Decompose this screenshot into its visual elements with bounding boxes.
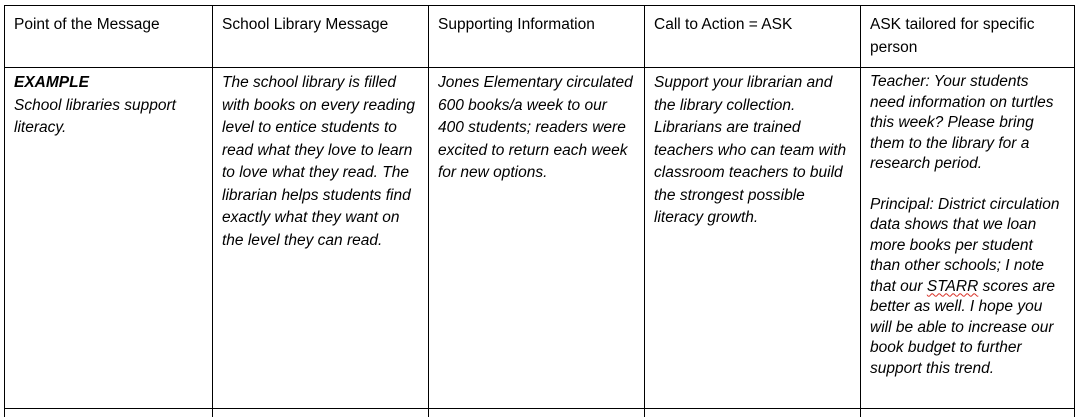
empty-cell[interactable] [213, 409, 429, 417]
example-point-text: School libraries support literacy. [14, 96, 176, 136]
empty-cell[interactable] [5, 409, 213, 417]
cell-ask-tailored[interactable] [861, 68, 1075, 409]
example-title: EXAMPLE [14, 74, 89, 91]
cell-supporting[interactable] [429, 68, 645, 409]
empty-cell[interactable] [861, 409, 1075, 417]
ask-principal-text-end: scores are better as well. I hope you will be able to increase our book budget to further support this trend. [870, 277, 1055, 377]
cell-message[interactable] [213, 68, 429, 409]
empty-cell[interactable] [645, 409, 861, 417]
header-call-to-action[interactable]: Call to Action = ASK [645, 6, 861, 68]
example-call-to-action-text: Support your librarian and the library collection. Librarians are trained teachers who can team with classroom teachers to build the strongest possible literacy growth. [654, 74, 847, 226]
header-school-library-message[interactable]: School Library Message [213, 6, 429, 68]
header-ask-tailored[interactable]: ASK tailored for specific person [861, 6, 1075, 68]
cell-call-to-action[interactable] [645, 68, 861, 409]
ask-principal-paragraph [870, 195, 1065, 380]
header-point-of-message[interactable]: Point of the Message [5, 6, 213, 68]
cell-point[interactable] [5, 68, 213, 409]
header-supporting-information[interactable]: Supporting Information [429, 6, 645, 68]
example-supporting-text: Jones Elementary circulated 600 books/a week to our 400 students; readers were excited to return each week for new options. [438, 74, 633, 181]
empty-cell[interactable] [429, 409, 645, 417]
next-empty-row [5, 409, 1075, 417]
spellcheck-flagged-word[interactable]: STARR [926, 277, 979, 295]
ask-teacher-paragraph: Teacher: Your students need information on turtles this week? Please bring them to the library for a research period. [870, 73, 1054, 172]
advocacy-message-table [4, 5, 1075, 417]
example-message-text: The school library is filled with books on every reading level to entice students to read what they love to learn to love what they read. The librarian helps students find exactly what they want on the level they can read. [222, 74, 416, 249]
example-row [5, 68, 1075, 409]
ask-principal-text-start: Principal: District circulation data shows that we loan more books per student than other schools; I note that our [870, 195, 1060, 295]
header-row [5, 6, 1075, 68]
